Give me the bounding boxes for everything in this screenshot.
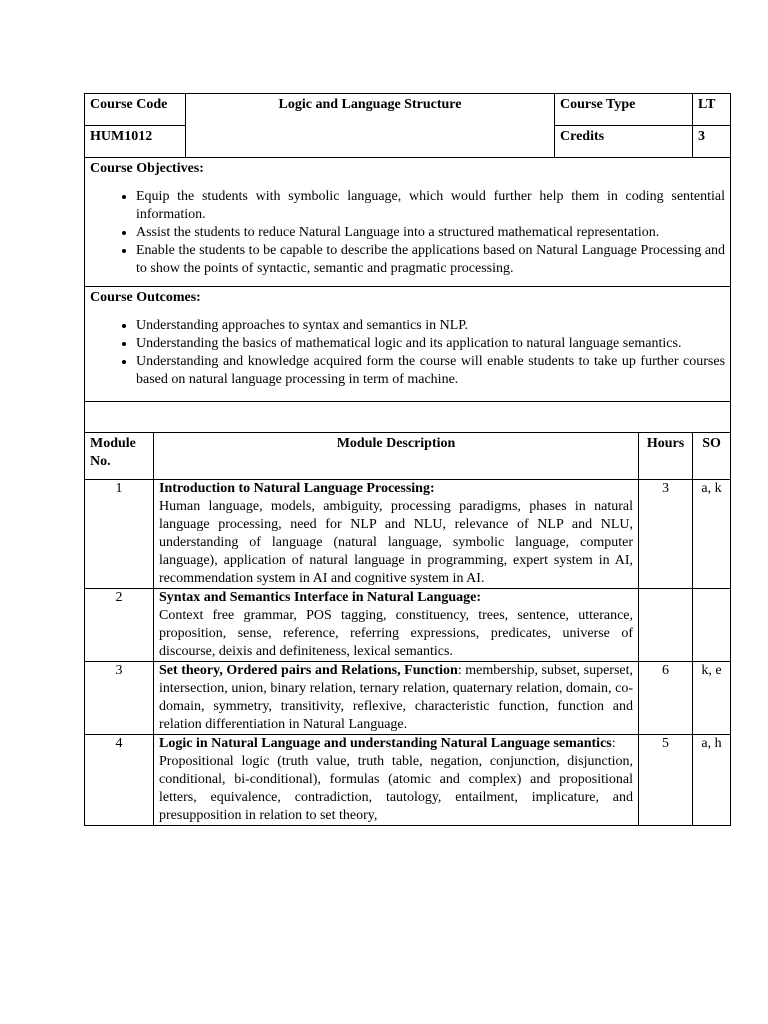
credits-label: Credits — [555, 126, 693, 158]
outcomes-list — [90, 317, 725, 389]
header-row-1 — [85, 94, 731, 126]
module-so — [693, 589, 731, 662]
module-description — [154, 735, 639, 826]
module-number: 1 — [85, 480, 154, 589]
spacer-row — [85, 402, 731, 433]
col-hours-header: Hours — [639, 433, 693, 480]
module-number: 3 — [85, 662, 154, 735]
col-so-header: SO — [693, 433, 731, 480]
col-description-header: Module Description — [154, 433, 639, 480]
objectives-section — [85, 158, 731, 287]
course-title: Logic and Language Structure — [186, 94, 555, 158]
module-number: 2 — [85, 589, 154, 662]
module-header-row — [85, 433, 731, 480]
table-row — [85, 480, 731, 589]
module-description — [154, 480, 639, 589]
course-code-value: HUM1012 — [85, 126, 186, 158]
table-row — [85, 735, 731, 826]
empty-cell — [85, 402, 731, 433]
module-hours — [639, 589, 693, 662]
module-description — [154, 662, 639, 735]
module-body: Human language, models, ambiguity, processing paradigms, phases in natural language processing, need for NLP and NLU, relevance of NLP and NLU, understanding of language (natural language, symbolic language, computer language), application of natural language in programming, expert system in AI, recommendation system in AI and cognitive system in AI. — [159, 499, 634, 586]
table-row — [85, 589, 731, 662]
objective-item: • Enable the students to be capable to describe the applications based on Natural Language Processing and to show the points of syntactic, semantic and pragmatic processing. — [136, 242, 725, 278]
module-hours: 6 — [639, 662, 693, 735]
outcomes-title: Course Outcomes: — [90, 290, 201, 305]
module-title: Set theory, Ordered pairs and Relations, Function — [159, 663, 458, 678]
course-table — [84, 93, 731, 826]
module-description — [154, 589, 639, 662]
objectives-row — [85, 158, 731, 287]
outcome-item: • Understanding and knowledge acquired form the course will enable students to take up further courses based on natural language processing in term of machine. — [136, 353, 725, 389]
outcome-item: • Understanding approaches to syntax and semantics in NLP. — [136, 317, 725, 335]
course-type-label: Course Type — [555, 94, 693, 126]
module-title: Logic in Natural Language and understanding Natural Language semantics — [159, 736, 612, 751]
module-hours: 5 — [639, 735, 693, 826]
outcomes-section — [85, 287, 731, 402]
course-syllabus-sheet — [84, 93, 730, 826]
module-title: Syntax and Semantics Interface in Natural Language: — [159, 590, 482, 605]
module-body: : membership, subset, superset, intersection, union, binary relation, ternary relation, quaternary relation, domain, co-domain, symmetry, transitivity, reflexive, characteristic function, function and relation differentiation in Natural Language. — [159, 663, 634, 732]
module-so: a, h — [693, 735, 731, 826]
module-title: Introduction to Natural Language Processing: — [159, 481, 435, 496]
module-body: Propositional logic (truth value, truth table, negation, conjunction, disjunction, conditional, bi-conditional), formulas (atomic and complex) and propositional letters, equivalence, contradiction, tautology, entailment, implicature, and presupposition in relation to set theory, — [159, 754, 634, 823]
module-number: 4 — [85, 735, 154, 826]
course-type-value: LT — [693, 94, 731, 126]
objective-item: • Assist the students to reduce Natural Language into a structured mathematical representation. — [136, 224, 725, 242]
table-row — [85, 662, 731, 735]
objectives-list — [90, 188, 725, 278]
module-title-suffix: : — [611, 736, 616, 751]
col-module-header: Module No. — [85, 433, 154, 480]
module-hours: 3 — [639, 480, 693, 589]
objective-item: • Equip the students with symbolic language, which would further help them in coding sentential information. — [136, 188, 725, 224]
module-so: a, k — [693, 480, 731, 589]
objectives-title: Course Objectives: — [90, 161, 204, 176]
credits-value: 3 — [693, 126, 731, 158]
module-so: k, e — [693, 662, 731, 735]
outcomes-row — [85, 287, 731, 402]
outcome-item: • Understanding the basics of mathematical logic and its application to natural language semantics. — [136, 335, 725, 353]
course-code-label: Course Code — [85, 94, 186, 126]
module-body: Context free grammar, POS tagging, constituency, trees, sentence, utterance, proposition, sense, reference, referring expressions, predicates, universe of discourse, deixis and definiteness, lexical semantics. — [159, 608, 634, 659]
